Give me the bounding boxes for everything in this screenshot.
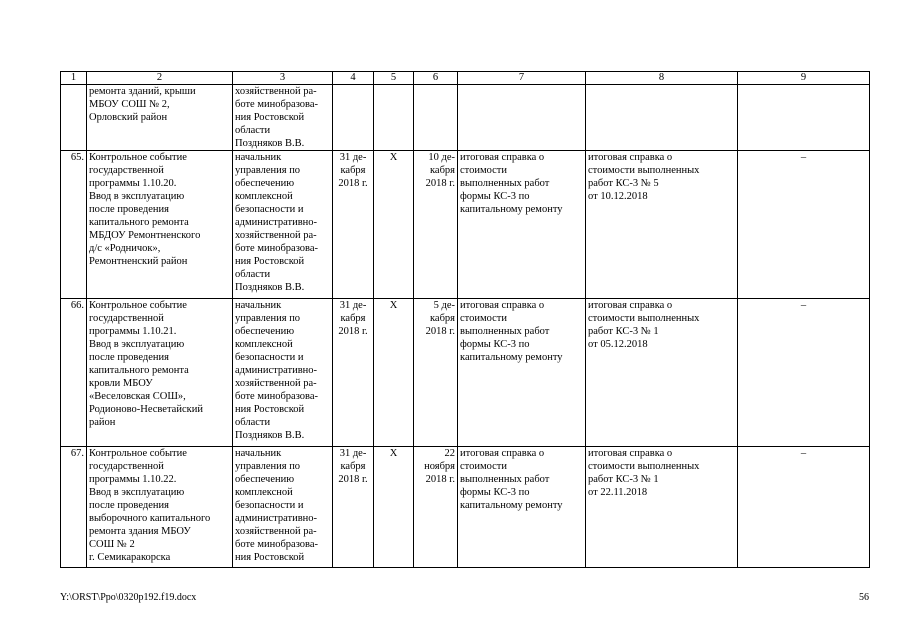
responsible-cell: начальник управления по обеспечению комплексной безопасности и административно- хозяйственной ра- боте минобразова- ния Ростовской области Поздняков В.В. xyxy=(233,299,333,447)
column-header: 1 xyxy=(61,72,87,85)
row-number-cell: 66. xyxy=(61,299,87,447)
column-header: 6 xyxy=(414,72,458,85)
result-actual-cell xyxy=(586,85,738,151)
event-name-cell: Контрольное событие государственной программы 1.10.21. Ввод в эксплуатацию после проведения капитального ремонта кровли МБОУ «Веселовская СОШ», Родионово-Несветайский район xyxy=(87,299,233,447)
responsible-cell: начальник управления по обеспечению комплексной безопасности и административно- хозяйственной ра- боте минобразова- ния Ростовской области Поздняков В.В. xyxy=(233,151,333,299)
table-row xyxy=(61,151,870,299)
result-planned-cell: итоговая справка о стоимости выполненных работ формы КС-3 по капитальному ремонту xyxy=(458,299,586,447)
mark-cell: Х xyxy=(374,299,414,447)
row-number-cell: 67. xyxy=(61,447,87,568)
result-planned-cell: итоговая справка о стоимости выполненных работ формы КС-3 по капитальному ремонту xyxy=(458,151,586,299)
mark-cell xyxy=(374,85,414,151)
result-planned-cell: итоговая справка о стоимости выполненных работ формы КС-3 по капитальному ремонту xyxy=(458,447,586,568)
document-table xyxy=(60,71,870,568)
column-header: 8 xyxy=(586,72,738,85)
note-cell xyxy=(738,85,870,151)
column-header: 9 xyxy=(738,72,870,85)
column-header: 2 xyxy=(87,72,233,85)
planned-date-cell: 31 де- кабря 2018 г. xyxy=(333,447,374,568)
note-cell: – xyxy=(738,151,870,299)
responsible-cell: начальник управления по обеспечению комплексной безопасности и административно- хозяйственной ра- боте минобразова- ния Ростовской xyxy=(233,447,333,568)
responsible-cell: хозяйственной ра- боте минобразова- ния Ростовской области Поздняков В.В. xyxy=(233,85,333,151)
result-actual-cell: итоговая справка о стоимости выполненных работ КС-3 № 5 от 10.12.2018 xyxy=(586,151,738,299)
column-header: 7 xyxy=(458,72,586,85)
table-row xyxy=(61,299,870,447)
actual-date-cell: 22 ноября 2018 г. xyxy=(414,447,458,568)
note-cell: – xyxy=(738,447,870,568)
planned-date-cell xyxy=(333,85,374,151)
table-row xyxy=(61,85,870,151)
result-planned-cell xyxy=(458,85,586,151)
result-actual-cell: итоговая справка о стоимости выполненных работ КС-3 № 1 от 22.11.2018 xyxy=(586,447,738,568)
event-name-cell: Контрольное событие государственной программы 1.10.22. Ввод в эксплуатацию после проведения выборочного капитального ремонта здания МБОУ СОШ № 2 г. Семикаракорска xyxy=(87,447,233,568)
note-cell: – xyxy=(738,299,870,447)
footer-file-path: Y:\ORST\Ppo\0320p192.f19.docx xyxy=(60,592,197,603)
column-header: 5 xyxy=(374,72,414,85)
actual-date-cell: 10 де- кабря 2018 г. xyxy=(414,151,458,299)
row-number-cell xyxy=(61,85,87,151)
table-header-row xyxy=(61,72,870,85)
table-row xyxy=(61,447,870,568)
event-name-cell: Контрольное событие государственной программы 1.10.20. Ввод в эксплуатацию после проведения капитального ремонта МБДОУ Ремонтненского д/с «Родничок», Ремонтненский район xyxy=(87,151,233,299)
result-actual-cell: итоговая справка о стоимости выполненных работ КС-3 № 1 от 05.12.2018 xyxy=(586,299,738,447)
page-number: 56 xyxy=(859,592,869,603)
mark-cell: Х xyxy=(374,447,414,568)
column-header: 3 xyxy=(233,72,333,85)
row-number-cell: 65. xyxy=(61,151,87,299)
planned-date-cell: 31 де- кабря 2018 г. xyxy=(333,151,374,299)
actual-date-cell: 5 де- кабря 2018 г. xyxy=(414,299,458,447)
event-name-cell: ремонта зданий, крыши МБОУ СОШ № 2, Орловский район xyxy=(87,85,233,151)
actual-date-cell xyxy=(414,85,458,151)
planned-date-cell: 31 де- кабря 2018 г. xyxy=(333,299,374,447)
mark-cell: Х xyxy=(374,151,414,299)
column-header: 4 xyxy=(333,72,374,85)
